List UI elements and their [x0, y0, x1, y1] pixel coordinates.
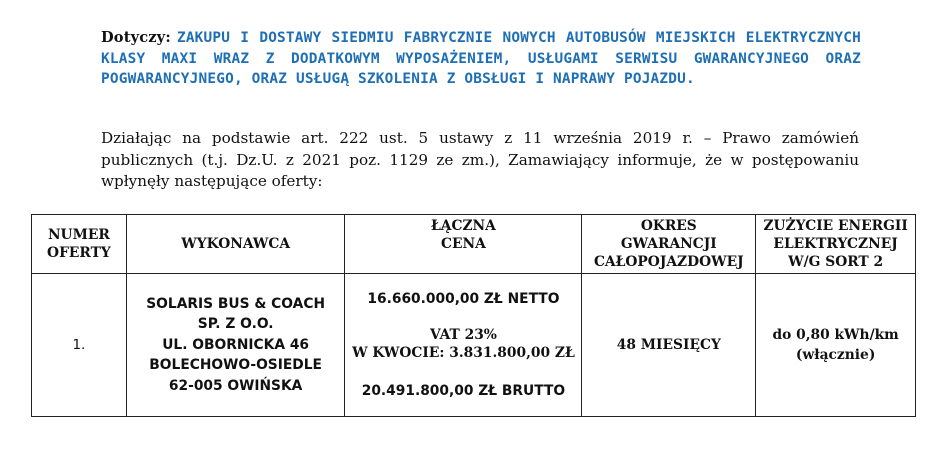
vat-rate: VAT 23% — [429, 327, 497, 343]
header-number: NUMER OFERTY — [32, 215, 127, 274]
price-gross: 20.491.800,00 ZŁ BRUTTO — [361, 383, 566, 399]
header-price: ŁĄCZNA CENA — [345, 215, 582, 274]
offer-warranty: 48 MIESIĘCY — [582, 274, 756, 417]
subject-title: ZAKUPU I DOSTAWY SIEDMIU FABRYCZNIE NOWYCH AUTOBUSÓW MIEJSKICH ELEKTRYCZNYCH KLASY MAXI WRAZ Z DODATKOWYM WYPOSAŻENIEM, USŁUGAMI SERWISU GWARANCYJNEGO ORAZ POGWARANCYJNEGO, ORAZ USŁUGĄ SZKOLENIA Z OBSŁUGI I NAPRAWY POJAZDU. — [101, 30, 861, 88]
offer-energy: do 0,80 kWh/km (włącznie) — [756, 274, 916, 417]
price-net: 16.660.000,00 ZŁ NETTO — [367, 291, 560, 307]
vat-amount: W KWOCIE: 3.831.800,00 ZŁ — [352, 345, 575, 361]
offer-price — [345, 274, 582, 417]
subject-lead: Dotyczy: — [101, 29, 171, 46]
intro-paragraph: Działając na podstawie art. 222 ust. 5 ustawy z 11 września 2019 r. – Prawo zamówień publicznych (t.j. Dz.U. z 2021 poz. 1129 ze zm.), Zamawiający informuje, że w postępowaniu wpłynęły następujące oferty: — [101, 129, 859, 191]
header-contractor: WYKONAWCA — [126, 215, 345, 274]
table-header-row — [32, 215, 916, 274]
header-warranty: OKRES GWARANCJI CAŁOPOJAZDOWEJ — [582, 215, 756, 274]
header-energy: ZUŻYCIE ENERGII ELEKTRYCZNEJ W/G SORT 2 — [756, 215, 916, 274]
offer-contractor: SOLARIS BUS & COACH SP. Z O.O. UL. OBORNICKA 46 BOLECHOWO-OSIEDLE 62-005 OWIŃSKA — [126, 274, 345, 417]
subject-paragraph — [101, 28, 861, 90]
offer-number: 1. — [32, 274, 127, 417]
offers-table — [31, 214, 916, 417]
table-row — [32, 274, 916, 417]
